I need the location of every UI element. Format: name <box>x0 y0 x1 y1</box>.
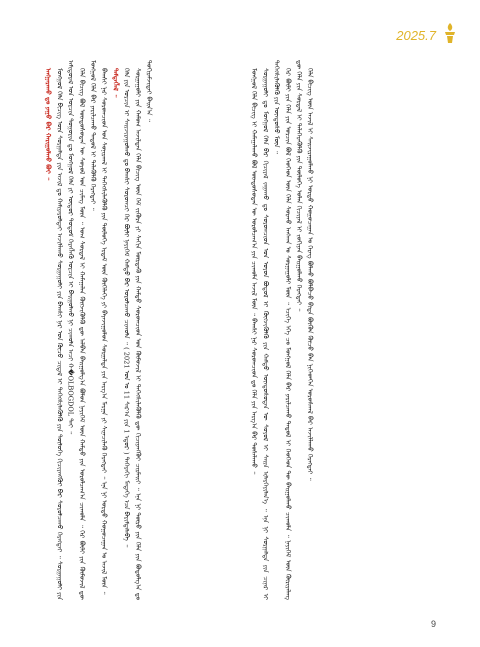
paragraph: ᠭᠡᠷ ᠪᠦᠯᠢ ᠶᠢᠨ ᠬᠡᠯᠡ ᠶᠢᠨ ᠣᠷᠴᠢᠨ ᠪᠣᠯ ᠬᠡᠦᠬᠡᠳ ᠦᠨ ᠬᠡᠯᠡ ᠰᠤᠷᠬᠤ ᠠᠩᠬᠠᠨ ᠤ ᠰᠤᠷᠭᠠᠭᠤᠯᠢ ᠮᠥᠨ ᠃ ᠡᠴᠢᠭᠡ ᠡᠬᠡ ᠴᠤ ᠮᠣᠩᠭᠣᠯ ᠬᠡᠯᠡ ᠪᠡᠷ ᠶᠠᠷᠢᠯᠴᠠᠬᠤ ᠳᠠᠳᠤᠯ ᠢ ᠬᠡᠦᠬᠡᠳ ᠲᠦ ᠪᠠᠢᠭᠤᠯᠬᠤ ᠴᠢᠬᠤᠯᠠ ᠃ ᠨᠡᠶᠢᠭᠡᠮ ᠦᠨ ᠬᠦᠷᠢᠶᠡᠯᠡᠩ ᠳᠦ ᠬᠡᠯᠡ ᠶᠢᠨ ᠰᠤᠷᠲᠠᠯ ᠢ ᠳᠡᠯᠡᠭᠡᠷᠡᠭᠦᠯᠬᠦ ᠶᠢᠨ ᠲᠥᠯᠥᠭᠡ ᠣᠯᠠᠨ ᠬᠢᠴᠢᠶᠡᠯ ᠢ ᠵᠣᠬᠢᠶᠠᠨ ᠪᠠᠢᠭᠤᠯᠬᠤ ᠬᠡᠷᠡᠭᠲᠡᠢ ᠃ <box>283 60 304 600</box>
section-heading: ᠲᠡᠮᠳᠡᠭᠯᠡᠯ ᠃ <box>111 67 120 98</box>
text-column-left <box>42 60 238 600</box>
paragraph: ᠪᠠᠭᠰᠢ ᠨᠠᠷ ᠰᠤᠷᠤᠭᠴᠢᠳ ᠤᠨ ᠰᠣᠨᠢᠷᠬᠠᠯ ᠢ ᠳᠡᠭᠡᠭᠰᠢᠯᠡᠭᠦᠯᠬᠦ ᠶᠢᠨ ᠲᠥᠯᠥᠭᠡ ᠡᠷᠳᠡᠮ ᠦᠨ ᠬᠥᠬᠡᠯᠡᠭᠡ ᠶᠢ ᠪᠠᠶᠠᠵᠢᠭᠤᠯᠤᠨ ᠰᠤᠷᠭᠠᠯᠳᠠ ᠶᠢᠨ ᠠᠷᠭ᠎ᠠ ᠮᠠᠷᠭᠠ ᠶᠢ ᠰᠢᠨᠡᠴᠢᠯᠡᠬᠦ ᠬᠡᠷᠡᠭᠲᠡᠢ ᠃ ᠡᠨᠡ ᠨᠢ ᠤᠷᠳᠤ ᠬᠤᠭᠤᠴᠠᠭᠠᠨ ᠤ ᠠᠵᠢᠯ ᠮᠥᠨ ᠃ <box>100 67 109 595</box>
paragraph: ᠬᠡᠯᠡ ᠶᠢᠨ ᠣᠷᠴᠢᠨ ᠢ ᠰᠠᠢᠵᠢᠷᠠᠭᠤᠯᠬᠤ ᠳᠤ ᠪᠠᠭᠰᠢ ᠰᠤᠷᠤᠭᠴᠢ ᠭᠡᠷ ᠪᠦᠯᠢ ᠨᠡᠶᠢᠭᠡᠮ ᠬᠠᠮᠲᠤ ᠪᠠᠷ ᠣᠷᠤᠯᠴᠠᠬᠤ ᠴᠢᠬᠤᠯᠠ ᠃ ( 2021 ᠣᠨ ᠤ 11 ᠰᠠᠷ᠎ᠠ ᠶᠢᠨ 1 ᠡᠳᠦᠷ ) ᠳᠡᠭᠡᠷᠡᠬᠢ ᠮᠡᠳᠡᠭᠡ ᠡᠴᠡ ᠪᠠᠷᠢᠮᠲᠠᠯᠠᠪᠠ ᠃ <box>122 67 131 548</box>
paragraph: ᠮᠣᠩᠭᠣᠯ ᠬᠡᠯᠡ ᠪᠢᠴᠢᠭ᠌ ᠦᠨ ᠰᠤᠷᠭᠠᠯᠳᠠ ᠶᠢᠨ ᠠᠵᠢᠯ ᠳᠤ ᠬᠠᠮᠢᠶᠠᠷᠤᠯᠲᠠᠢ ᠠᠵᠢᠯᠯᠠᠬᠤ ᠰᠤᠷᠭᠠᠭᠤᠯᠢ ᠶᠢᠨ ᠪᠠᠭᠰᠢ ᠨᠠᠷ ᠤᠨ ᠬᠦᠴᠦ ᠴᠢᠳᠠᠯ ᠢ ᠳᠡᠭᠡᠭᠰᠢᠯᠡᠭᠦᠯᠬᠦ ᠶᠢᠨ ᠲᠥᠯᠥᠭᠡ ᠬᠢᠴᠢᠶᠡᠩᠭᠦᠢ ᠪᠠᠷ ᠰᠤᠷᠤᠯᠴᠠᠬᠤ ᠬᠡᠷᠡᠭᠲᠡᠢ ᠃ ᠰᠤᠷᠭᠠᠭᠤᠯᠢ ᠶᠢᠨ ᠠᠮᠢᠳᠤᠷᠠᠯ ᠤᠨ ᠣᠷᠴᠢᠨ ᠲᠣᠭᠣᠷᠢᠨ ᠳᠤ ᠮᠣᠩᠭᠣᠯ ᠬᠡᠯᠡ ᠶᠢ ᠥᠳᠦᠷ ᠲᠤᠲᠤᠮ ᠬᠡᠷᠡᠭᠯᠡᠬᠦ ᠣᠷᠴᠢᠨ ᠢ ᠪᠠᠢᠭᠤᠯᠬᠤ ᠨᠢ ᠴᠢᠬᠤᠯᠠ ᠠᠴᠢ ᠬ�OLBOGDOL ᠲᠠᠢ ᠃ <box>55 60 75 600</box>
article-title: ᠠᠩᠭ᠋ᠠᠷᠠᠬᠤ ᠳᠤ ᠶᠠᠭᠤ ᠪᠠᠷ ᠬᠠᠷᠢᠭᠤᠯᠬᠤ ᠪᠤᠢ ᠃ <box>44 67 53 181</box>
paragraph: ᠰᠤᠷᠭᠠᠭᠤᠯᠢ ᠳᠤ ᠮᠣᠩᠭᠣᠯ ᠬᠡᠯᠡ ᠪᠡᠷ ᠬᠢᠴᠢᠶᠡᠯ ᠵᠠᠭᠠᠬᠤ ᠳᠤ ᠰᠤᠷᠤᠭᠴᠢᠳ ᠤᠨ ᠤᠶᠤᠨ ᠪᠣᠳᠤᠯ ᠢ ᠬᠥᠭᠵᠢᠭᠦᠯᠬᠦ ᠶᠢᠨ ᠬᠠᠮᠲᠤ ᠦᠨᠳᠦᠰᠦᠲᠡᠨ ᠦ ᠰᠣᠶᠣᠯ ᠢ ᠰᠠᠢᠨ ᠢᠯᠡᠷᠬᠡᠶᠢᠯᠡᠨ᠎ᠡ ᠃ ᠡᠨᠡ ᠨᠢ ᠰᠤᠷᠭᠠᠯᠳᠠ ᠶᠢᠨ ᠴᠢᠨᠠᠷ ᠢ ᠳᠡᠭᠡᠭᠰᠢᠯᠡᠭᠦᠯᠬᠦ ᠶᠢᠨ ᠦᠨᠳᠦᠰᠦ ᠮᠥᠨ ᠃ <box>261 60 281 600</box>
mongolian-emblem-icon <box>442 22 458 44</box>
paragraph: ᠬᠡᠯᠡ ᠪᠢᠴᠢᠭ᠌ ᠦᠨ ᠠᠵᠢᠯ ᠢ ᠰᠠᠢᠵᠢᠷᠠᠭᠤᠯᠬᠤ ᠨᠢ ᠤᠷᠳᠤ ᠬᠤᠭᠤᠴᠠᠭᠠᠨ ᠤ ᠬᠡᠷᠡᠭ ᠪᠣᠯᠬᠤ ᠪᠣᠯᠪᠠᠴᠤ ᠪᠢᠳᠡ ᠪᠦᠬᠦᠨ ᠬᠦᠴᠦ ᠪᠡᠨ ᠨᠢᠭᠡᠳᠬᠡᠨ ᠤᠷᠤᠰᠬᠠᠯ ᠪᠠᠷ ᠠᠵᠢᠯᠯᠠᠬᠤ ᠬᠡᠷᠡᠭᠲᠡᠢ ᠃ <box>306 67 315 481</box>
paragraph: ᠰᠤᠷᠭᠠᠭᠤᠯᠢ ᠶᠢᠨ ᠬᠠᠮᠤᠭ ᠠᠵᠢᠯᠲᠠᠨ ᠬᠡᠯᠡ ᠪᠢᠴᠢᠭ᠌ ᠦᠨ ᠬᠡᠮ ᠵᠢᠭᠦᠷᠡ ᠶᠢ ᠰᠠᠬᠢᠨ ᠮᠥᠷᠳᠡᠬᠦ ᠶᠢᠨ ᠬᠠᠮᠲᠤ ᠰᠤᠷᠤᠭᠴᠢᠳ ᠤᠨ ᠬᠦᠮᠦᠵᠢᠯ ᠢ ᠳᠡᠭᠡᠭᠰᠢᠯᠡᠭᠦᠯᠬᠦ ᠳᠦ ᠬᠢᠴᠢᠶᠡᠩᠭᠦᠢ ᠴᠢᠷᠮᠠᠢᠢ ᠃ ᠡᠨᠡ ᠨᠢ ᠲᠥᠷᠥ ᠶᠢᠨ ᠬᠡᠯᠡ ᠶᠢᠨ ᠪᠣᠳᠣᠯᠭ᠎ᠠ ᠳᠤ ᠲᠣᠬᠢᠷᠠᠮᠵᠢᠲᠠᠢ ᠪᠠᠢᠨ᠎ᠠ ᠃ <box>133 60 154 600</box>
text-column-right <box>248 60 448 600</box>
paragraph: ᠬᠡᠯᠡ ᠪᠢᠴᠢᠭ᠌ ᠪᠣᠯ ᠦᠨᠳᠦᠰᠦᠲᠡᠨ ᠦ ᠰᠣᠶᠣᠯ ᠤᠨ ᠴᠢᠮᠡᠭ ᠮᠥᠨ ᠃ ᠤᠭ ᠰᠤᠷᠲᠠᠯ ᠢ ᠬᠠᠮᠠᠭᠠᠯᠠᠨ ᠬᠥᠭᠵᠢᠭᠦᠯᠬᠦ ᠳᠦ ᠠᠯᠪᠠᠨ ᠪᠠᠢᠭᠤᠯᠭ᠎ᠠ ᠪᠤᠯᠤᠨ ᠨᠡᠶᠢᠭᠡᠮ ᠦᠨ ᠬᠠᠮᠲᠤ ᠶᠢᠨ ᠣᠷᠤᠯᠴᠠᠭ᠎ᠠ ᠴᠢᠬᠤᠯᠠ ᠃ ᠭᠡᠷ ᠪᠦᠯᠢ ᠶᠢᠨ ᠬᠥᠮᠦᠵᠢᠯ ᠳᠦ ᠮᠣᠩᠭᠣᠯ ᠬᠡᠯᠡ ᠪᠡᠷ ᠶᠠᠷᠢᠯᠴᠠᠬᠤ ᠳᠠᠳᠤᠯ ᠢ ᠲᠡᠯᠡᠭᠦᠯᠬᠦ ᠬᠡᠷᠡᠭᠲᠡᠢ ᠃ <box>77 60 98 600</box>
paragraph: ᠮᠣᠩᠭᠣᠯ ᠬᠡᠯᠡ ᠪᠢᠴᠢᠭ᠌ ᠢ ᠬᠠᠮᠠᠭᠠᠯᠠᠬᠤ ᠪᠣᠯ ᠦᠨᠳᠦᠰᠦᠲᠡᠨ ᠦ ᠣᠷᠤᠯᠴᠠᠭ᠎ᠠ ᠶᠢᠨ ᠴᠢᠬᠤᠯᠠ ᠠᠵᠢᠯ ᠮᠥᠨ ᠃ ᠪᠠᠭᠰᠢ ᠨᠠᠷ ᠰᠤᠷᠤᠭᠴᠢᠳ ᠳᠤ ᠬᠡᠯᠡ ᠶᠢᠨ ᠠᠷᠭ᠎ᠠ ᠪᠠᠷ ᠲᠤᠰᠠᠯᠠᠬᠤ ᠃ <box>250 67 259 475</box>
header-year: 2025.7 <box>396 28 436 43</box>
page-number: 9 <box>430 619 436 629</box>
